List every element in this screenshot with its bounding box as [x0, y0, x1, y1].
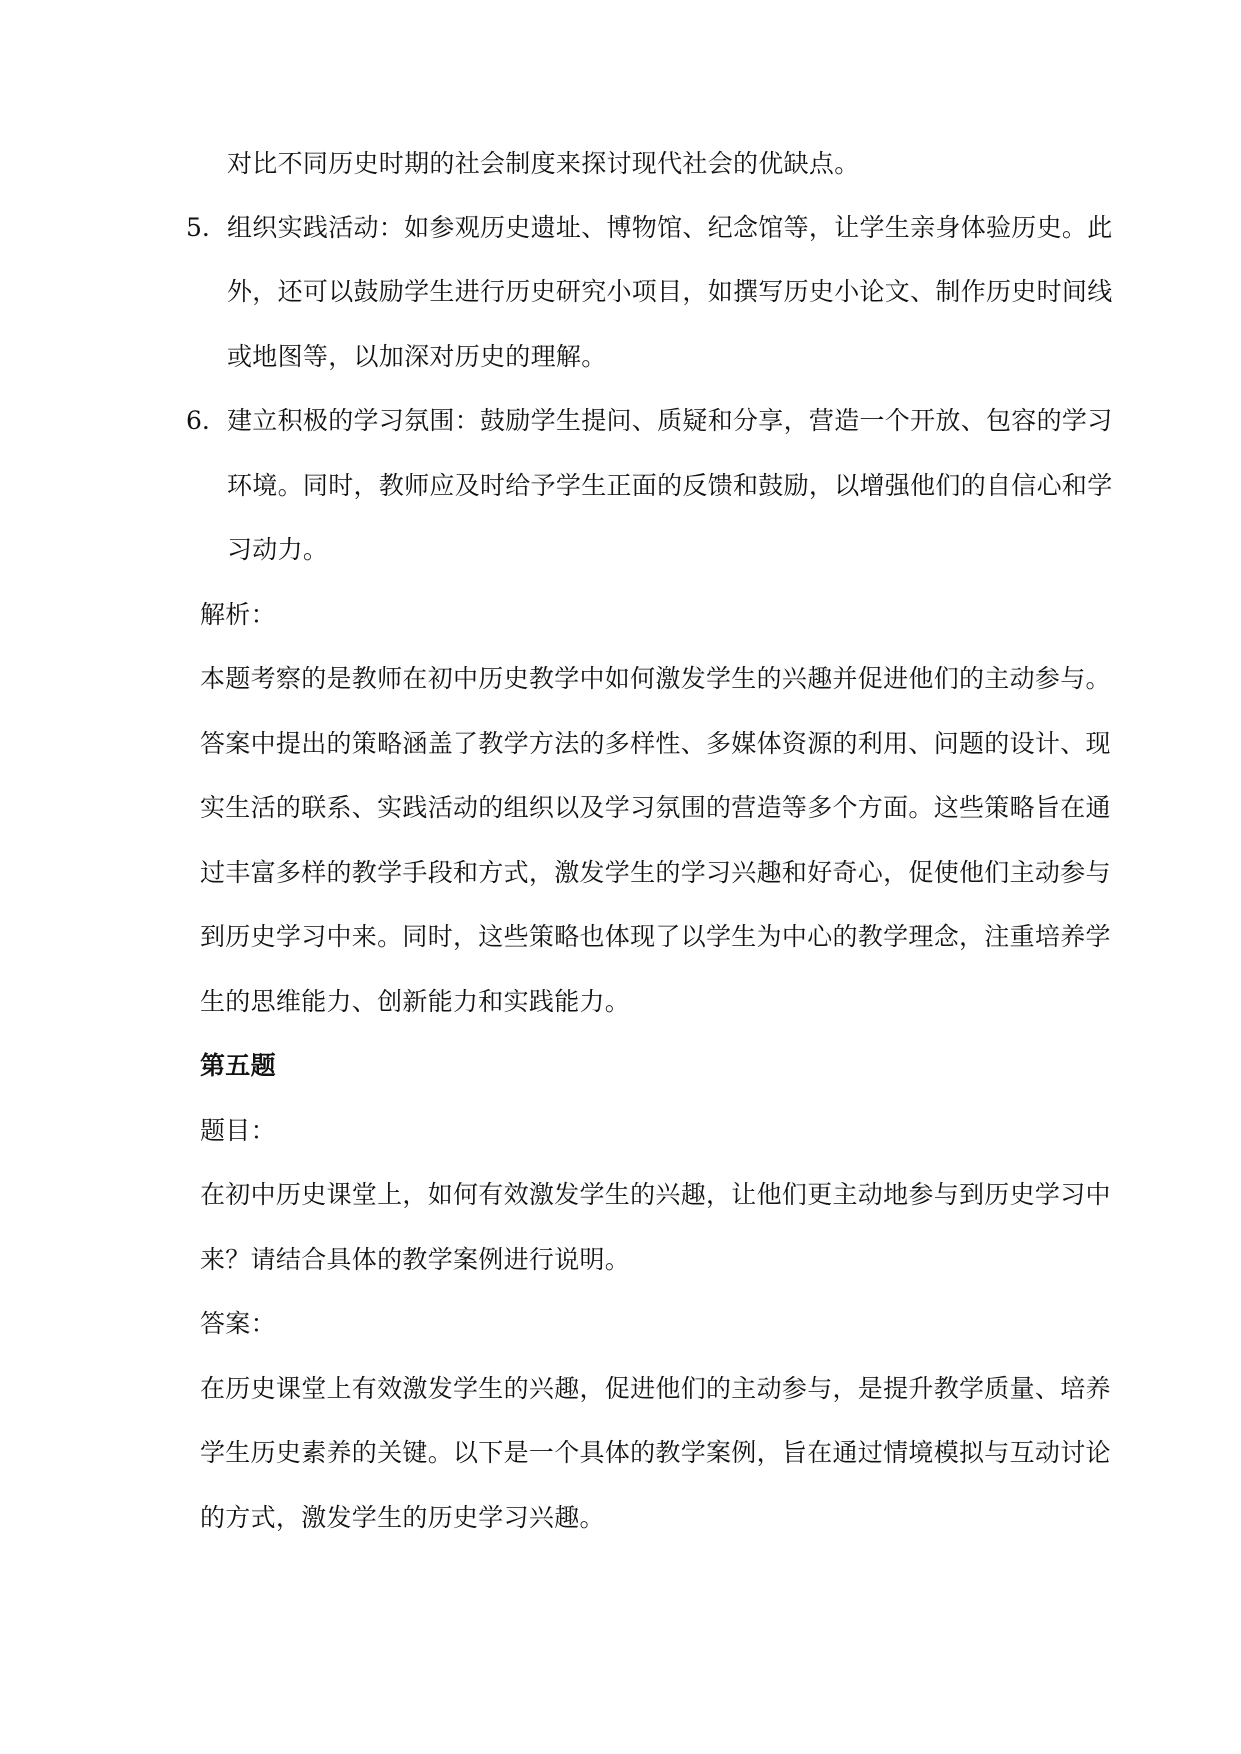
answer-line-3: 的方式，激发学生的历史学习兴趣。: [200, 1503, 605, 1532]
analysis-line-1: 本题考察的是教师在初中历史教学中如何激发学生的兴趣并促进他们的主动参与。: [200, 664, 1111, 693]
list-item-5-line-2: 外，还可以鼓励学生进行历史研究小项目，如撰写历史小论文、制作历史时间线: [227, 277, 1113, 306]
list-item-6-number: 6.: [186, 406, 210, 435]
list-item-4-continuation: 对比不同历史时期的社会制度来探讨现代社会的优缺点。: [227, 149, 860, 178]
analysis-line-4: 过丰富多样的教学手段和方式，激发学生的学习兴趣和好奇心，促使他们主动参与: [200, 858, 1111, 887]
question-line-2: 来？请结合具体的教学案例进行说明。: [200, 1245, 631, 1274]
question-line-1: 在初中历史课堂上，如何有效激发学生的兴趣，让他们更主动地参与到历史学习中: [200, 1180, 1111, 1209]
analysis-line-5: 到历史学习中来。同时，这些策略也体现了以学生为中心的教学理念，注重培养学: [200, 922, 1111, 951]
list-item-6-line-3: 习动力。: [227, 535, 329, 564]
analysis-line-2: 答案中提出的策略涵盖了教学方法的多样性、多媒体资源的利用、问题的设计、现: [200, 729, 1111, 758]
answer-label: 答案：: [200, 1309, 276, 1338]
analysis-label: 解析：: [200, 600, 276, 629]
question-label: 题目：: [200, 1116, 276, 1145]
answer-line-2: 学生历史素养的关键。以下是一个具体的教学案例，旨在通过情境模拟与互动讨论: [200, 1438, 1111, 1467]
analysis-line-3: 实生活的联系、实践活动的组织以及学习氛围的营造等多个方面。这些策略旨在通: [200, 793, 1111, 822]
answer-line-1: 在历史课堂上有效激发学生的兴趣，促进他们的主动参与，是提升教学质量、培养: [200, 1374, 1111, 1403]
list-item-6-line-1: 建立积极的学习氛围：鼓励学生提问、质疑和分享，营造一个开放、包容的学习: [227, 406, 1113, 435]
list-item-5-line-3: 或地图等，以加深对历史的理解。: [227, 342, 607, 371]
list-item-6-line-2: 环境。同时，教师应及时给予学生正面的反馈和鼓励，以增强他们的自信心和学: [227, 471, 1113, 500]
list-item-5-number: 5.: [186, 213, 210, 242]
list-item-5-line-1: 组织实践活动：如参观历史遗址、博物馆、纪念馆等，让学生亲身体验历史。此: [227, 213, 1113, 242]
analysis-line-6: 生的思维能力、创新能力和实践能力。: [200, 987, 631, 1016]
section-heading: 第五题: [200, 1051, 276, 1080]
